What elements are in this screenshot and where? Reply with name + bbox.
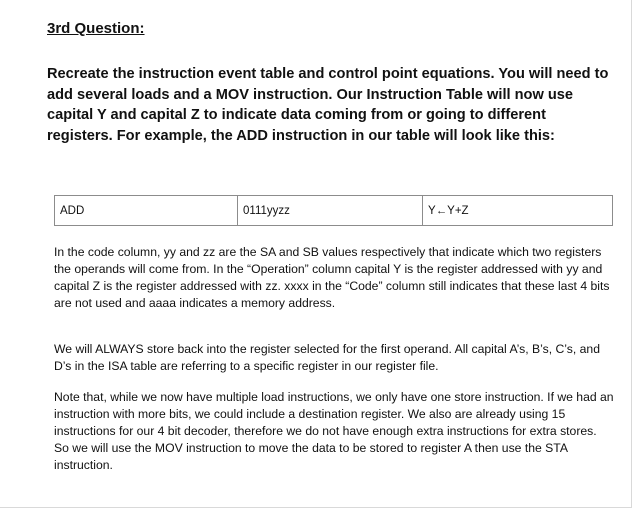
intro-paragraph: Recreate the instruction event table and control point equations. You will need to add several loads and a MOV instruction. Our Instruction Table will now use capital Y and capital Z to indicate data coming from or going to different registers. For example, the ADD instruction in our table will look like this: [47,66,609,144]
table-row [55,196,613,226]
operation-cell: Y←Y+Z [423,196,613,226]
question-heading: 3rd Question: [47,20,145,37]
store-instruction-note: Note that, while we now have multiple load instructions, we only have one store instruction. If we had an instruction with more bits, we could include a destination register. We also are already using 15 instructions for our 4 bit decoder, therefore we do not have enough extra instructions for extra stores. So we will use the MOV instruction to move the data to be stored to register A then use the STA instruction. [54,390,614,472]
code-cell: 0111yyzz [238,196,423,226]
code-column-explanation: In the code column, yy and zz are the SA and SB values respectively that indicate which two registers the operands will come from. In the “Operation” column capital Y is the register addressed with yy and capital Z is the register addressed with zz. xxxx in the “Code” column still indicates that these last 4 bits are not used and aaaa indicates a memory address. [54,245,610,310]
mnemonic-cell: ADD [55,196,238,226]
store-register-note: We will ALWAYS store back into the register selected for the first operand. All capital A’s, B’s, C’s, and D’s in the ISA table are referring to a specific register in our register file. [54,342,600,373]
example-instruction-table [54,195,613,226]
